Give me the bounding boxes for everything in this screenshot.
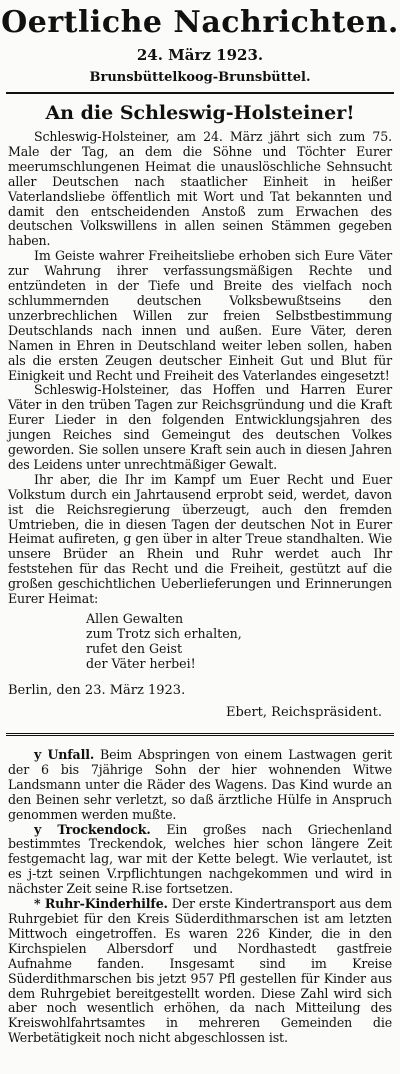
news-text: Beim Abspringen von einem Lastwagen gerit der 6 bis 7jährige Sohn der hier wohnenden Witwe Landsmann unter die Räder des Wagens. Das Kind wurde an den Beinen sehr verletzt, so daß ärztliche Hülfe in Anspruch genommen werden mußte. — [8, 747, 392, 822]
news-lead: y Unfall. — [34, 747, 95, 762]
proclamation-body — [0, 130, 400, 721]
verse-line: rufet den Geist — [86, 641, 183, 656]
local-news — [0, 748, 400, 1046]
verse-line: zum Trotz sich erhalten, — [86, 626, 242, 641]
divider — [6, 92, 394, 94]
signature: Ebert, Reichspräsident. — [225, 705, 382, 720]
masthead: Oertliche Nachrichten. — [1, 5, 399, 40]
news-text: Der erste Kindertransport aus dem Ruhrgebiet für den Kreis Süderdithmarschen ist am letzten Mittwoch eingetroffen. Es waren 226 Kinder, die in den Kirchspielen Albersdorf und Nordhastedt gastfreie Aufnahme fanden. Insgesamt sind im Kreise Süderdithmarschen bis jetzt 957 Pfl gestellen für Kinder aus dem Ruhrgebiet bereitgestellt worden. Diese Zahl wird sich aber noch wesentlich erhöhen, da nach Mitteilung des Kreiswohlfahrtsamtes in mehreren Gemeinden die Werbetätigkeit noch nicht abgeschlossen ist. — [8, 896, 392, 1046]
paragraph: Im Geiste wahrer Freiheitsliebe erhoben sich Eure Väter zur Wahrung ihrer verfassungsmäßigen Rechte und entzündeten in der Tiefe und Breite des vielfach noch schlummernden deutschen Volksbewußtseins den unzerbrechlichen Willen zur freien Selbstbestimmung Deutschlands nach innen und außen. Eure Väter, deren Namen in Ehren in Deutschland weiter leben sollen, haben als die ersten Zeugen deutscher Einheit Gut und Blut für Einigkeit und Recht und Freiheit des Vaterlandes eingesetzt! — [8, 248, 392, 383]
news-lead: * Ruhr-Kinderhilfe. — [34, 896, 168, 912]
verse-line: der Väter herbei! — [86, 656, 196, 671]
paragraph: Ihr aber, die Ihr im Kampf um Euer Recht und Euer Volkstum durch ein Jahrtausend erprobt seid, werdet, davon ist die Reichsregierung überzeugt, auch den fremden Umtrieben, die in diesen Tagen der deutschen Not in Eurer Heimat aufireten, g gen über in alter Treue standhalten. Wie unsere Brüder an Rhein und Ruhr werdet auch Ihr feststehen für das Recht und die Freiheit, gestützt auf die großen geschichtlichen Ueberlieferungen und Erinnerungen Eurer Heimat: — [8, 471, 392, 607]
paragraph: Schleswig-Holsteiner, das Hoffen und Harren Eurer Väter in den trüben Tagen zur Reichsgründung und die Kraft Eurer Lieder in den folgenden Entwicklungsjahren des jungen Reiches sind Gemeingut des deutschen Volkes geworden. Sie sollen unsere Kraft sein auch in diesen Jahren des Leidens unter unrechtmäßiger Gewalt. — [8, 382, 392, 472]
place-line: Brunsbüttelkoog-Brunsbüttel. — [89, 70, 311, 85]
issue-date: 24. März 1923. — [136, 46, 264, 64]
news-lead: y Trockendock. — [34, 821, 151, 837]
news-item — [8, 897, 392, 1046]
news-item — [8, 748, 392, 823]
article-headline: An die Schleswig-Holsteiner! — [45, 102, 355, 124]
news-item — [8, 823, 392, 898]
section-divider — [6, 733, 394, 736]
verse-line: Allen Gewalten — [86, 611, 184, 626]
news-text: Ein großes nach Griechenland bestimmtes Treckendok, welches hier schon längere Zeit festgemacht lag, war mit der Kette belegt. Wie verlautet, ist es j-tzt seinen V.rpflichtungen nachgekommen und wird in nächster Zeit seine R.ise fortsetzen. — [8, 821, 392, 897]
dateline: Berlin, den 23. März 1923. — [8, 683, 186, 698]
verse — [86, 611, 392, 671]
paragraph: Schleswig-Holsteiner, am 24. März jährt sich zum 75. Male der Tag, an dem die Söhne und Töchter Eurer meerumschlungenen Heimat die unauslöschliche Sehnsucht aller Deutschen nach staatlicher Einheit in heißer Vaterlandsliebe öffentlich mit Wort und Tat bekannten und damit den entscheidenden Anstoß zum Erwachen des deutschen Volkswillens in allen seinen Stämmen gegeben haben. — [8, 129, 392, 249]
